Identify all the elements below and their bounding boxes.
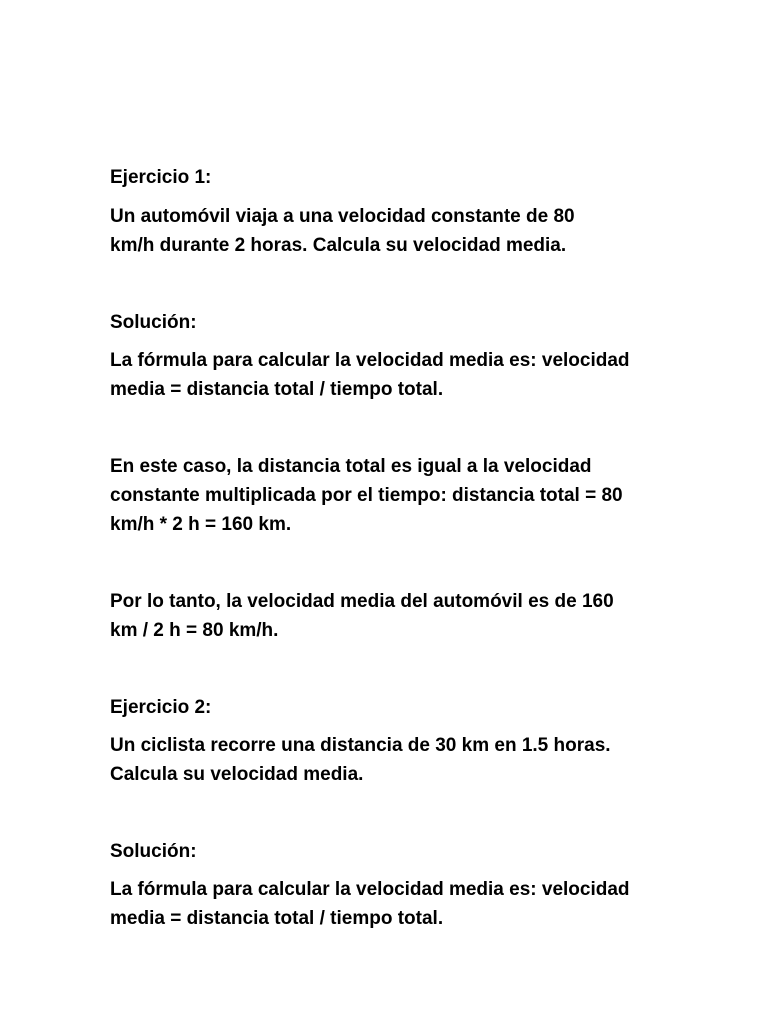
exercise-1-statement: Un automóvil viaja a una velocidad constante de 80 km/h durante 2 horas. Calcula su velocidad media. bbox=[110, 206, 575, 256]
exercise-2-statement: Un ciclista recorre una distancia de 30 km en 1.5 horas. Calcula su velocidad media. bbox=[110, 735, 611, 785]
exercise-1-formula: La fórmula para calcular la velocidad media es: velocidad media = distancia total / tiempo total. bbox=[110, 350, 630, 400]
exercise-1-result: Por lo tanto, la velocidad media del automóvil es de 160 km / 2 h = 80 km/h. bbox=[110, 591, 614, 641]
exercise-1-calculation: En este caso, la distancia total es igual a la velocidad constante multiplicada por el tiempo: distancia total = 80 km/h * 2 h = 160 km. bbox=[110, 456, 623, 535]
exercise-2-formula: La fórmula para calcular la velocidad media es: velocidad media = distancia total / tiempo total. bbox=[110, 879, 630, 929]
exercise-2-solution-heading: Solución: bbox=[110, 841, 197, 862]
exercise-1-solution-heading: Solución: bbox=[110, 312, 197, 333]
exercise-2-heading: Ejercicio 2: bbox=[110, 697, 212, 718]
exercise-1-heading: Ejercicio 1: bbox=[110, 167, 212, 188]
